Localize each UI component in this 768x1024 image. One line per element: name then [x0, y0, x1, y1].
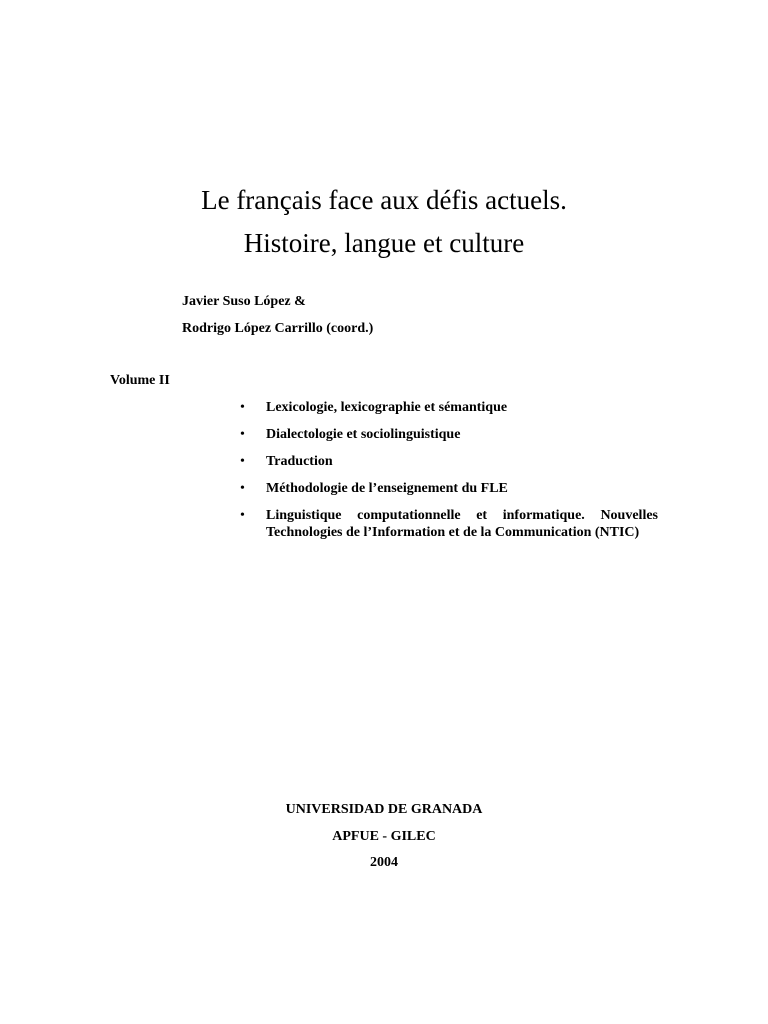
list-item: [240, 453, 658, 470]
topic-label: Dialectologie et sociolinguistique: [266, 427, 461, 442]
topics-list: [240, 399, 658, 551]
bullet-icon: •: [240, 427, 245, 442]
list-item: [240, 399, 658, 416]
bullet-icon: •: [240, 400, 245, 415]
title-line-2: Histoire, langue et culture: [243, 228, 525, 258]
bullet-icon: •: [240, 508, 245, 523]
authors-block: [182, 293, 373, 347]
title-line-1: Le français face aux défis actuels.: [201, 185, 567, 215]
author-2: Rodrigo López Carrillo (coord.): [182, 321, 374, 336]
publication-year: 2004: [370, 855, 398, 870]
author-1: Javier Suso López &: [182, 294, 306, 309]
list-item: [240, 480, 658, 497]
bullet-icon: •: [240, 481, 245, 496]
list-item: [240, 507, 658, 541]
publisher-series: APFUE - GILEC: [332, 829, 436, 844]
topic-label: Linguistique computationnelle et informatique. Nouvelles Technologies de l’Information et de la Communication (NTIC): [266, 508, 658, 540]
publisher-university: UNIVERSIDAD DE GRANADA: [285, 802, 483, 817]
topic-label: Méthodologie de l’enseignement du FLE: [266, 481, 508, 496]
list-item: [240, 426, 658, 443]
topic-label: Lexicologie, lexicographie et sémantique: [266, 400, 508, 415]
topic-label: Traduction: [266, 454, 333, 469]
volume-label: Volume II: [110, 373, 170, 388]
bullet-icon: •: [240, 454, 245, 469]
